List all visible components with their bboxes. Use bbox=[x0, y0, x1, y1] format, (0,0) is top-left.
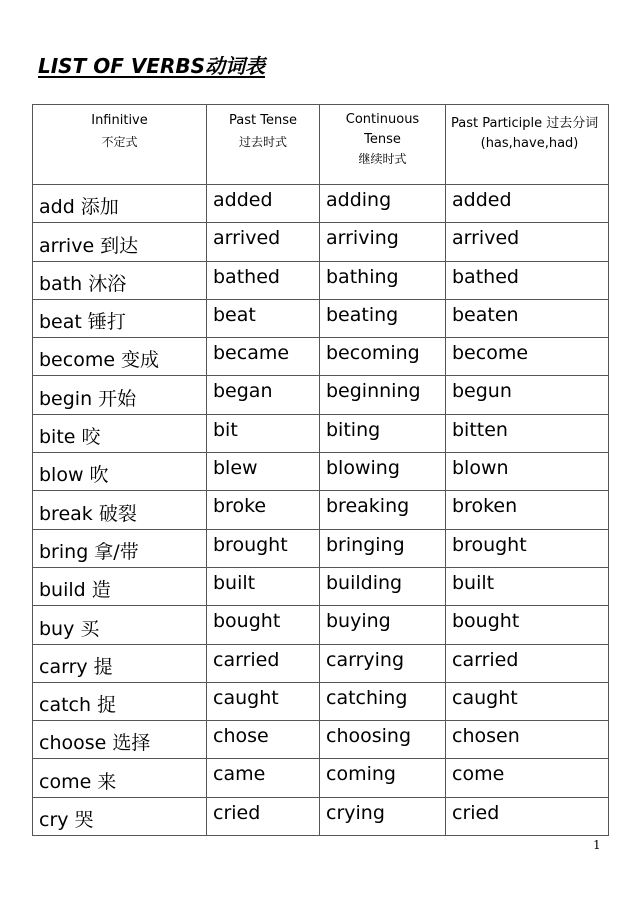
cell-past-participle: brought bbox=[446, 529, 609, 567]
header-past-tense-zh: 过去时式 bbox=[238, 135, 287, 150]
table-row bbox=[33, 759, 609, 797]
header-infinitive-zh: 不定式 bbox=[101, 135, 138, 150]
cell-continuous: becoming bbox=[320, 338, 446, 376]
cell-past-participle: beaten bbox=[446, 299, 609, 337]
table-row bbox=[33, 797, 609, 835]
header-infinitive bbox=[33, 105, 207, 185]
cell-past-participle: begun bbox=[446, 376, 609, 414]
cell-continuous: beating bbox=[320, 299, 446, 337]
cell-continuous: carrying bbox=[320, 644, 446, 682]
cell-infinitive: come 来 bbox=[33, 759, 207, 797]
cell-past-tense: chose bbox=[207, 721, 320, 759]
header-past-participle bbox=[446, 105, 609, 185]
cell-infinitive: catch 捉 bbox=[33, 682, 207, 720]
cell-past-participle: carried bbox=[446, 644, 609, 682]
cell-past-tense: added bbox=[207, 185, 320, 223]
cell-past-tense: bathed bbox=[207, 261, 320, 299]
cell-infinitive: build 造 bbox=[33, 567, 207, 605]
cell-infinitive: bath 沐浴 bbox=[33, 261, 207, 299]
cell-past-tense: began bbox=[207, 376, 320, 414]
table-row bbox=[33, 338, 609, 376]
header-continuous-label: Continuous Tense bbox=[345, 112, 420, 148]
cell-infinitive: bite 咬 bbox=[33, 414, 207, 452]
cell-past-participle: chosen bbox=[446, 721, 609, 759]
table-row bbox=[33, 682, 609, 720]
cell-past-participle: bathed bbox=[446, 261, 609, 299]
cell-infinitive: break 破裂 bbox=[33, 491, 207, 529]
cell-infinitive: arrive 到达 bbox=[33, 223, 207, 261]
cell-continuous: crying bbox=[320, 797, 446, 835]
cell-past-participle: come bbox=[446, 759, 609, 797]
cell-infinitive: blow 吹 bbox=[33, 453, 207, 491]
cell-past-tense: caught bbox=[207, 682, 320, 720]
header-continuous bbox=[320, 105, 446, 185]
table-row bbox=[33, 721, 609, 759]
page-title: LIST OF VERBS动词表 bbox=[38, 54, 266, 78]
cell-past-tense: blew bbox=[207, 453, 320, 491]
cell-past-tense: brought bbox=[207, 529, 320, 567]
cell-infinitive: cry 哭 bbox=[33, 797, 207, 835]
cell-infinitive: begin 开始 bbox=[33, 376, 207, 414]
cell-past-tense: broke bbox=[207, 491, 320, 529]
cell-past-participle: added bbox=[446, 185, 609, 223]
cell-continuous: building bbox=[320, 567, 446, 605]
table-row bbox=[33, 453, 609, 491]
cell-continuous: bringing bbox=[320, 529, 446, 567]
table-row bbox=[33, 299, 609, 337]
cell-infinitive: bring 拿/带 bbox=[33, 529, 207, 567]
cell-continuous: arriving bbox=[320, 223, 446, 261]
table-row bbox=[33, 376, 609, 414]
page-number: 1 bbox=[593, 838, 601, 852]
cell-past-tense: built bbox=[207, 567, 320, 605]
table-header-row bbox=[33, 105, 609, 185]
verb-table bbox=[32, 104, 609, 836]
table-row bbox=[33, 261, 609, 299]
cell-past-participle: arrived bbox=[446, 223, 609, 261]
cell-past-tense: arrived bbox=[207, 223, 320, 261]
cell-infinitive: beat 锤打 bbox=[33, 299, 207, 337]
cell-infinitive: carry 提 bbox=[33, 644, 207, 682]
cell-past-participle: become bbox=[446, 338, 609, 376]
cell-continuous: choosing bbox=[320, 721, 446, 759]
cell-past-tense: became bbox=[207, 338, 320, 376]
cell-past-tense: beat bbox=[207, 299, 320, 337]
cell-continuous: breaking bbox=[320, 491, 446, 529]
cell-infinitive: choose 选择 bbox=[33, 721, 207, 759]
cell-continuous: adding bbox=[320, 185, 446, 223]
header-past-tense-label: Past Tense bbox=[229, 113, 297, 128]
header-continuous-zh: 继续时式 bbox=[358, 152, 407, 167]
cell-continuous: catching bbox=[320, 682, 446, 720]
table-row bbox=[33, 223, 609, 261]
header-past-participle-note: (has,have,had) bbox=[480, 135, 579, 151]
cell-past-participle: bought bbox=[446, 606, 609, 644]
cell-past-participle: bitten bbox=[446, 414, 609, 452]
table-row bbox=[33, 491, 609, 529]
cell-continuous: coming bbox=[320, 759, 446, 797]
cell-past-participle: caught bbox=[446, 682, 609, 720]
cell-past-tense: carried bbox=[207, 644, 320, 682]
cell-past-tense: bought bbox=[207, 606, 320, 644]
cell-past-tense: came bbox=[207, 759, 320, 797]
cell-continuous: bathing bbox=[320, 261, 446, 299]
table-row bbox=[33, 644, 609, 682]
header-past-tense bbox=[207, 105, 320, 185]
table-row bbox=[33, 567, 609, 605]
cell-continuous: beginning bbox=[320, 376, 446, 414]
cell-past-participle: cried bbox=[446, 797, 609, 835]
cell-past-tense: cried bbox=[207, 797, 320, 835]
cell-infinitive: buy 买 bbox=[33, 606, 207, 644]
cell-continuous: biting bbox=[320, 414, 446, 452]
table-row bbox=[33, 606, 609, 644]
cell-past-participle: built bbox=[446, 567, 609, 605]
cell-infinitive: add 添加 bbox=[33, 185, 207, 223]
header-past-participle-label: Past Participle 过去分词 bbox=[451, 116, 599, 131]
cell-continuous: buying bbox=[320, 606, 446, 644]
cell-past-participle: broken bbox=[446, 491, 609, 529]
table-row bbox=[33, 529, 609, 567]
header-infinitive-label: Infinitive bbox=[91, 113, 148, 128]
table-row bbox=[33, 414, 609, 452]
cell-continuous: blowing bbox=[320, 453, 446, 491]
table-row bbox=[33, 185, 609, 223]
cell-past-participle: blown bbox=[446, 453, 609, 491]
cell-infinitive: become 变成 bbox=[33, 338, 207, 376]
cell-past-tense: bit bbox=[207, 414, 320, 452]
